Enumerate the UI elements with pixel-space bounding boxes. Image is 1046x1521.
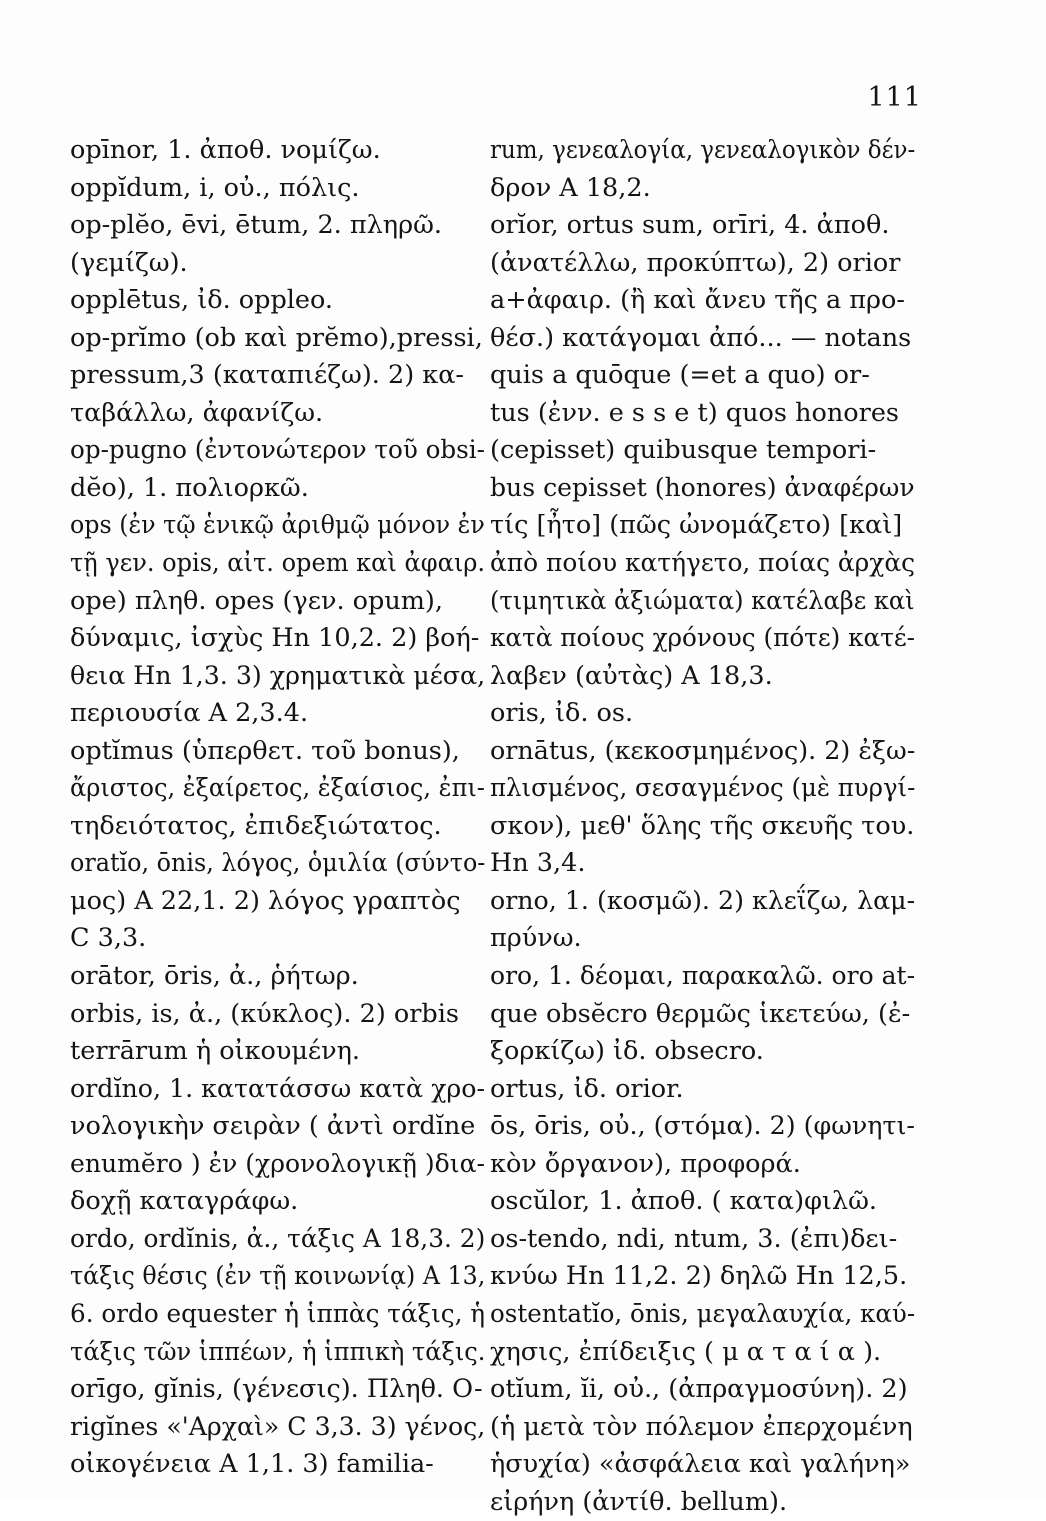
entry-line: τάξις θέσις (ἐν τῇ κοινωνίᾳ) A 13, xyxy=(70,1261,486,1292)
entry-line: τίς [ἦτο] (πῶς ὠνομάζετο) [καὶ] xyxy=(490,510,903,541)
entry-line: ταβάλλω, ἀφανίζω. xyxy=(70,397,324,428)
entry-line: oscŭlor, 1. ἀποθ. ( κατα)φιλῶ. xyxy=(490,1186,877,1217)
entry-line: ξορκίζω) ἰδ. obsecro. xyxy=(490,1036,764,1067)
entry-line: νολογικὴν σειρὰν ( ἀντὶ ordĭne xyxy=(70,1111,476,1142)
entry-line: ornātus, (κεκοσμημένος). 2) ἐξω- xyxy=(490,735,916,766)
entry-line: orno, 1. (κοσμῶ). 2) κλεΐζω, λαμ- xyxy=(490,885,916,916)
entry-line: tus (ἐνν. e s s e t) quos honores xyxy=(490,397,899,428)
entry-line: rum, γενεαλογία, γενεαλογικὸν δέν- xyxy=(490,135,916,165)
entry-line: op-pugno (ἐντονώτερον τοῦ obsi- xyxy=(70,435,486,466)
entry-line: pressum,3 (καταπιέζω). 2) κα- xyxy=(70,360,465,391)
entry-line: oro, 1. δέομαι, παρακαλῶ. oro at- xyxy=(490,961,916,992)
entry-line: (ἡ μετὰ τὸν πόλεμον ἐπερχομένη xyxy=(490,1411,913,1442)
entry-line: μος) A 22,1. 2) λόγος γραπτὸς xyxy=(70,885,461,916)
entry-line: ordĭno, 1. κατατάσσω κατὰ χρο- xyxy=(70,1073,486,1104)
entry-line: opīnor, 1. ἀποθ. νομίζω. xyxy=(70,135,381,165)
entry-line: εἰρήνη (ἀντίθ. bellum). xyxy=(490,1486,788,1517)
entry-line: τάξις τῶν ἱππέων, ἡ ἱππικὴ τάξις. xyxy=(70,1336,486,1367)
entry-line: ope) πληθ. opes (γεν. opum), xyxy=(70,585,443,616)
entry-line: κνύω Hn 11,2. 2) δηλῶ Hn 12,5. xyxy=(490,1261,908,1292)
left-column xyxy=(70,132,485,1484)
entry-line: orbis, is, ἀ., (κύκλος). 2) orbis xyxy=(70,998,459,1029)
entry-line: (cepisset) quibusque tempori- xyxy=(490,435,877,466)
entry-line: πρύνω. xyxy=(490,923,582,954)
entry-line: ἀπὸ ποίου κατήγετο, ποίας ἀρχὰς xyxy=(490,548,916,579)
entry-line: otĭum, ĭi, οὐ., (ἀπραγμοσύνη). 2) xyxy=(490,1374,908,1405)
entry-line: οἰκογένεια A 1,1. 3) familia- xyxy=(70,1449,434,1480)
entry-line: rigĭnes «'Αρχαὶ» C 3,3. 3) γένος, xyxy=(70,1411,486,1442)
entry-line: orātor, ōris, ἀ., ῥήτωρ. xyxy=(70,961,359,992)
entry-line: δρον A 18,2. xyxy=(490,172,651,203)
entry-line: πλισμένος, σεσαγμένος (μὲ πυργί- xyxy=(490,773,916,804)
entry-line: ἡσυχία) «ἀσφάλεια καὶ γαλήνη» xyxy=(490,1449,911,1480)
entry-line: κὸν ὄργανον), προφορά. xyxy=(490,1148,801,1179)
entry-line: orīgo, gĭnis, (γένεσις). Πληθ. O- xyxy=(70,1374,483,1405)
entry-line: τηδειότατος, ἐπιδεξιώτατος. xyxy=(70,810,442,841)
entry-line: op-prĭmo (ob καὶ prĕmo),pressi, xyxy=(70,322,483,353)
entry-line: τῇ γεν. opis, αἰτ. opem καὶ ἀφαιρ. xyxy=(70,548,486,579)
entry-line: a+ἀφαιρ. (ἢ καὶ ἄνευ τῆς a προ- xyxy=(490,285,905,316)
entry-line: C 3,3. xyxy=(70,923,147,954)
right-column xyxy=(490,132,915,1521)
entry-line: λαβεν (αὐτὰς) A 18,3. xyxy=(490,660,773,691)
entry-line: δύναμις, ἰσχὺς Hn 10,2. 2) βοή- xyxy=(70,623,480,654)
entry-line: oris, ἰδ. os. xyxy=(490,698,634,729)
entry-line: χησις, ἐπίδειξις ( μ α τ α ί α ). xyxy=(490,1336,882,1367)
entry-line: oppĭdum, i, οὐ., πόλις. xyxy=(70,172,360,203)
entry-line: σκον), μεθ' ὅλης τῆς σκευῆς του. xyxy=(490,810,915,841)
page-number: 111 xyxy=(867,82,922,113)
entry-line: terrārum ἡ οἰκουμένη. xyxy=(70,1036,361,1067)
entry-line: que obsĕcro θερμῶς ἱκετεύω, (ἐ- xyxy=(490,998,911,1029)
entry-line: oratĭo, ōnis, λόγος, ὁμιλία (σύντο- xyxy=(70,848,486,879)
entry-line: enumĕro ) ἐν (χρονολογικῇ )δια- xyxy=(70,1148,486,1179)
entry-line: op-plĕo, ēvi, ētum, 2. πληρῶ. xyxy=(70,210,442,241)
entry-line: ops (ἐν τῷ ἑνικῷ ἀριθμῷ μόνον ἐν xyxy=(70,510,485,541)
entry-line: Hn 3,4. xyxy=(490,848,586,879)
entry-line: optĭmus (ὑπερθετ. τοῦ bonus), xyxy=(70,735,460,766)
entry-line: ostentatĭo, ōnis, μεγαλαυχία, καύ- xyxy=(490,1298,916,1329)
entry-line: ortus, ἰδ. orior. xyxy=(490,1073,684,1104)
entry-line: κατὰ ποίους χρόνους (πότε) κατέ- xyxy=(490,623,916,654)
entry-line: os-tendo, ndi, ntum, 3. (ἐπι)δει- xyxy=(490,1223,898,1254)
entry-line: 6. ordo equester ἡ ἱππὰς τάξις, ἡ xyxy=(70,1298,486,1329)
entry-line: opplētus, ἰδ. oppleo. xyxy=(70,285,334,316)
entry-line: (γεμίζω). xyxy=(70,247,188,278)
entry-line: orĭor, ortus sum, orīri, 4. ἀποθ. xyxy=(490,210,890,241)
entry-line: θέσ.) κατάγομαι ἀπό... — notans xyxy=(490,322,912,353)
entry-line: (τιμητικὰ ἀξιώματα) κατέλαβε καὶ xyxy=(490,585,915,616)
entry-line: dĕo), 1. πολιορκῶ. xyxy=(70,472,309,503)
entry-line: quis a quōque (=et a quo) or- xyxy=(490,360,870,391)
entry-line: (ἀνατέλλω, προκύπτω), 2) orior xyxy=(490,247,901,278)
entry-line: ōs, ōris, οὐ., (στόμα). 2) (φωνητι- xyxy=(490,1111,915,1142)
entry-line: ἄριστος, ἐξαίρετος, ἐξαίσιος, ἐπι- xyxy=(70,773,485,804)
entry-line: ordo, ordĭnis, ἀ., τάξις A 18,3. 2) xyxy=(70,1223,486,1254)
entry-line: bus cepisset (honores) ἀναφέρων xyxy=(490,472,915,503)
entry-line: δοχῇ καταγράφω. xyxy=(70,1186,299,1217)
entry-line: θεια Hn 1,3. 3) χρηματικὰ μέσα, xyxy=(70,660,486,691)
entry-line: περιουσία A 2,3.4. xyxy=(70,698,309,729)
